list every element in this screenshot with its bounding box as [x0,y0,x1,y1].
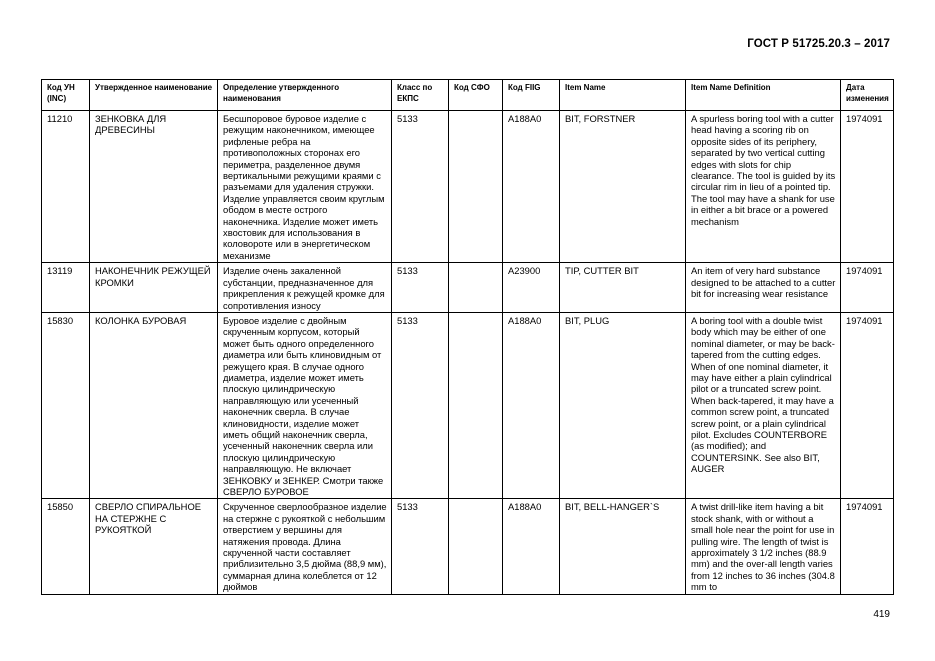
cell-date: 1974091 [841,312,894,499]
cell-sfo [449,111,503,263]
page-number: 419 [873,609,890,620]
cell-fiig: A23900 [503,263,560,313]
cell-item-definition: A boring tool with a double twist body which may be either of one nominal diameter, or may be back-tapered from the cutting edges. When of one nominal diameter, it may have either a plain cylindrical pilot or a truncated screw point. When back-tapered, it may have a common screw point, a truncated screw point, or a plain cylindrical pilot. Excludes COUNTERBORE (as modified); and COUNTERSINK. See also BIT, AUGER [686,312,841,499]
cell-code: 15830 [42,312,90,499]
standard-code: ГОСТ Р 51725.20.3 – 2017 [747,38,890,50]
header-ekps: Класс по ЕКПС [392,80,449,111]
header-date: Дата изменения [841,80,894,111]
cell-definition-ru: Буровое изделие с двойным скрученным корпусом, который может быть одного определенного диаметра или быть клиновидным от режущего края. В случае одного диаметра, изделие может иметь плоскую цилиндрическую направляющую или усеченный наконечник сверла. В случае клиновидности, изделие может иметь общий наконечник сверла, усеченный наконечник сверла или плоскую цилиндрическую направляющую. Не включает ЗЕНКОВКУ и ЗЕНКЕР. Смотри также СВЕРЛО БУРОВОЕ [218,312,392,499]
cell-code: 13119 [42,263,90,313]
header-item-definition: Item Name Definition [686,80,841,111]
items-table [41,79,894,595]
cell-ekps: 5133 [392,263,449,313]
table-header-row [42,80,894,111]
cell-name-ru: ЗЕНКОВКА ДЛЯ ДРЕВЕСИНЫ [90,111,218,263]
table-row [42,111,894,263]
cell-item-definition: A twist drill-like item having a bit stock shank, with or without a small hole near the point for use in pulling wire. The length of twist is approximately 3 1/2 inches (88.9 mm) and the over-all length varies from 12 inches to 36 inches (304.8 mm to [686,499,841,594]
header-name-ru: Утвержденное наименование [90,80,218,111]
cell-ekps: 5133 [392,499,449,594]
table-row [42,499,894,594]
cell-fiig: A188A0 [503,111,560,263]
cell-definition-ru: Изделие очень закаленной субстанции, предназначенное для прикрепления к режущей кромке для сопротивления износу [218,263,392,313]
cell-definition-ru: Скрученное сверлообразное изделие на стержне с рукояткой с небольшим отверстием у вершины для натяжения провода. Длина скрученной части составляет приблизительно 3,5 дюйма (88,9 мм), суммарная длина колеблется от 12 дюймов [218,499,392,594]
table-row [42,312,894,499]
cell-definition-ru: Бесшпоровое буровое изделие с режущим наконечником, имеющее рифленые ребра на противоположных сторонах его периметра, разделенное двумя вертикальными режущими краями с разъемами для удаления стружки. Изделие управляется своим круглым ободом в месте острого наконечника. Изделие может иметь хвостовик для использования в коловороте или в энергетическом механизме [218,111,392,263]
cell-item-name: BIT, BELL-HANGER`S [560,499,686,594]
cell-ekps: 5133 [392,111,449,263]
cell-name-ru: КОЛОНКА БУРОВАЯ [90,312,218,499]
header-code: Код УН (INC) [42,80,90,111]
cell-fiig: A188A0 [503,312,560,499]
cell-item-name: BIT, PLUG [560,312,686,499]
cell-item-definition: A spurless boring tool with a cutter head having a scoring rib on opposite sides of its periphery, separated by two vertical cutting edges with slots for chip clearance. The tool is guided by its circular rim in lieu of a pointed tip. The tool may have a shank for use in either a bit brace or a powered mechanism [686,111,841,263]
cell-date: 1974091 [841,111,894,263]
cell-sfo [449,263,503,313]
cell-item-name: BIT, FORSTNER [560,111,686,263]
cell-code: 15850 [42,499,90,594]
cell-date: 1974091 [841,263,894,313]
cell-item-definition: An item of very hard substance designed to be attached to a cutter bit for increasing wear resistance [686,263,841,313]
cell-ekps: 5133 [392,312,449,499]
cell-date: 1974091 [841,499,894,594]
cell-name-ru: НАКОНЕЧНИК РЕЖУЩЕЙ КРОМКИ [90,263,218,313]
cell-sfo [449,499,503,594]
header-sfo: Код СФО [449,80,503,111]
cell-sfo [449,312,503,499]
cell-fiig: A188A0 [503,499,560,594]
cell-code: 11210 [42,111,90,263]
cell-name-ru: СВЕРЛО СПИРАЛЬНОЕ НА СТЕРЖНЕ С РУКОЯТКОЙ [90,499,218,594]
header-item-name: Item Name [560,80,686,111]
cell-item-name: TIP, CUTTER BIT [560,263,686,313]
header-fiig: Код FIIG [503,80,560,111]
table-row [42,263,894,313]
header-definition-ru: Определение утвержденного наименования [218,80,392,111]
